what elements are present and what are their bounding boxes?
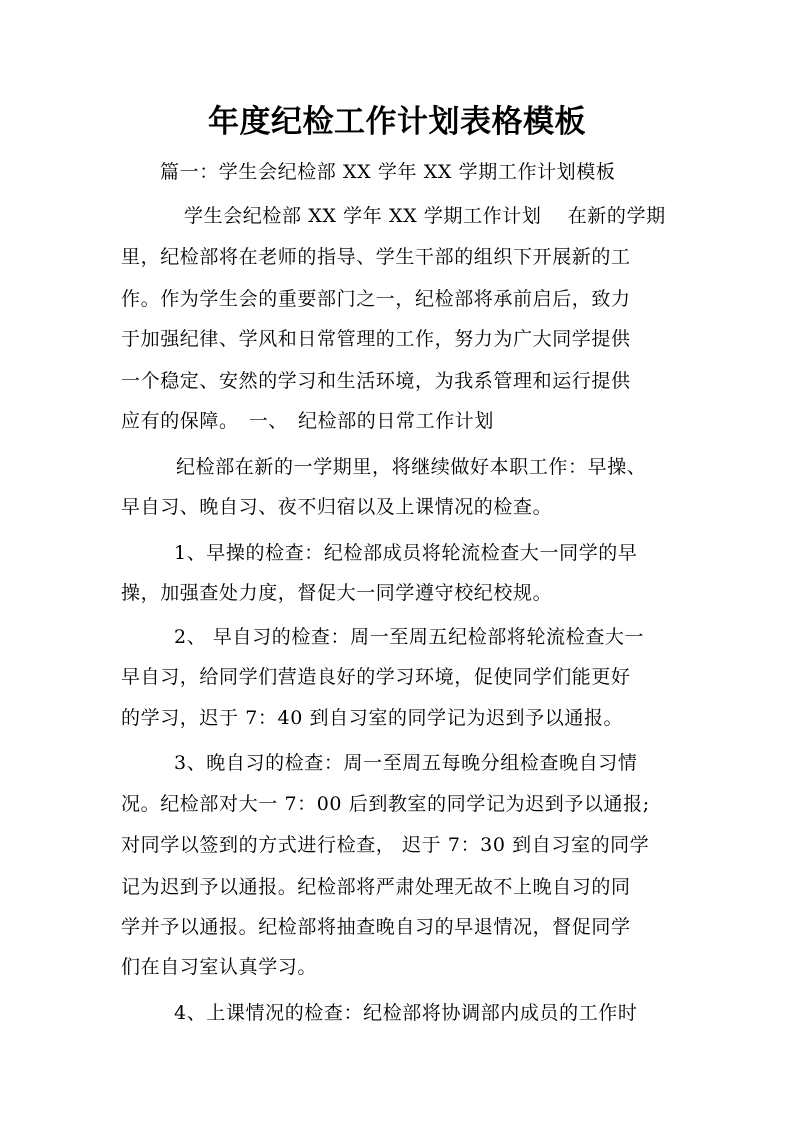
text-line: 4、上课情况的检查：纪检部将协调部内成员的工作时 bbox=[174, 1002, 638, 1024]
text-line: 的学习，迟于 7：40 到自习室的同学记为迟到予以通报。 bbox=[121, 707, 624, 729]
text-line: 学生会纪检部 XX 学年 XX 学期工作计划 在新的学期 bbox=[184, 205, 666, 227]
text-line: 早自习，给同学们营造良好的学习环境，促使同学们能更好 bbox=[121, 666, 631, 688]
text-line: 于加强纪律、学风和日常管理的工作，努力为广大同学提供 bbox=[121, 328, 631, 350]
text-line: 一个稳定、安然的学习和生活环境，为我系管理和运行提供 bbox=[121, 370, 631, 392]
text-line: 1、早操的检查：纪检部成员将轮流检查大一同学的早 bbox=[174, 542, 638, 564]
text-line: 3、晚自习的检查：周一至周五每晚分组检查晚自习情 bbox=[174, 752, 638, 774]
text-line: 记为迟到予以通报。纪检部将严肃处理无故不上晚自习的同 bbox=[121, 876, 631, 898]
text-line: 纪检部在新的一学期里，将继续做好本职工作：早操、 bbox=[176, 456, 647, 478]
document-title: 年度纪检工作计划表格模板 bbox=[208, 104, 586, 140]
text-line: 作。作为学生会的重要部门之一，纪检部将承前启后，致力 bbox=[121, 288, 631, 310]
text-line: 早自习、晚自习、夜不归宿以及上课情况的检查。 bbox=[121, 496, 553, 518]
text-line: 操，加强查处力度，督促大一同学遵守校纪校规。 bbox=[121, 582, 553, 604]
text-line: 学并予以通报。纪检部将抽查晚自习的早退情况，督促同学 bbox=[121, 916, 631, 938]
text-line: 里，纪检部将在老师的指导、学生干部的组织下开展新的工 bbox=[121, 246, 631, 268]
text-line: 应有的保障。 一、 纪检部的日常工作计划 bbox=[121, 410, 495, 432]
text-line: 对同学以签到的方式进行检查， 迟于 7：30 到自习室的同学 bbox=[121, 834, 650, 856]
text-line: 况。纪检部对大一 7：00 后到教室的同学记为迟到予以通报; bbox=[121, 793, 650, 815]
text-line: 们在自习室认真学习。 bbox=[121, 956, 318, 978]
text-line: 篇一：学生会纪检部 XX 学年 XX 学期工作计划模板 bbox=[160, 161, 616, 183]
text-line: 2、 早自习的检查：周一至周五纪检部将轮流检查大一 bbox=[174, 626, 645, 648]
